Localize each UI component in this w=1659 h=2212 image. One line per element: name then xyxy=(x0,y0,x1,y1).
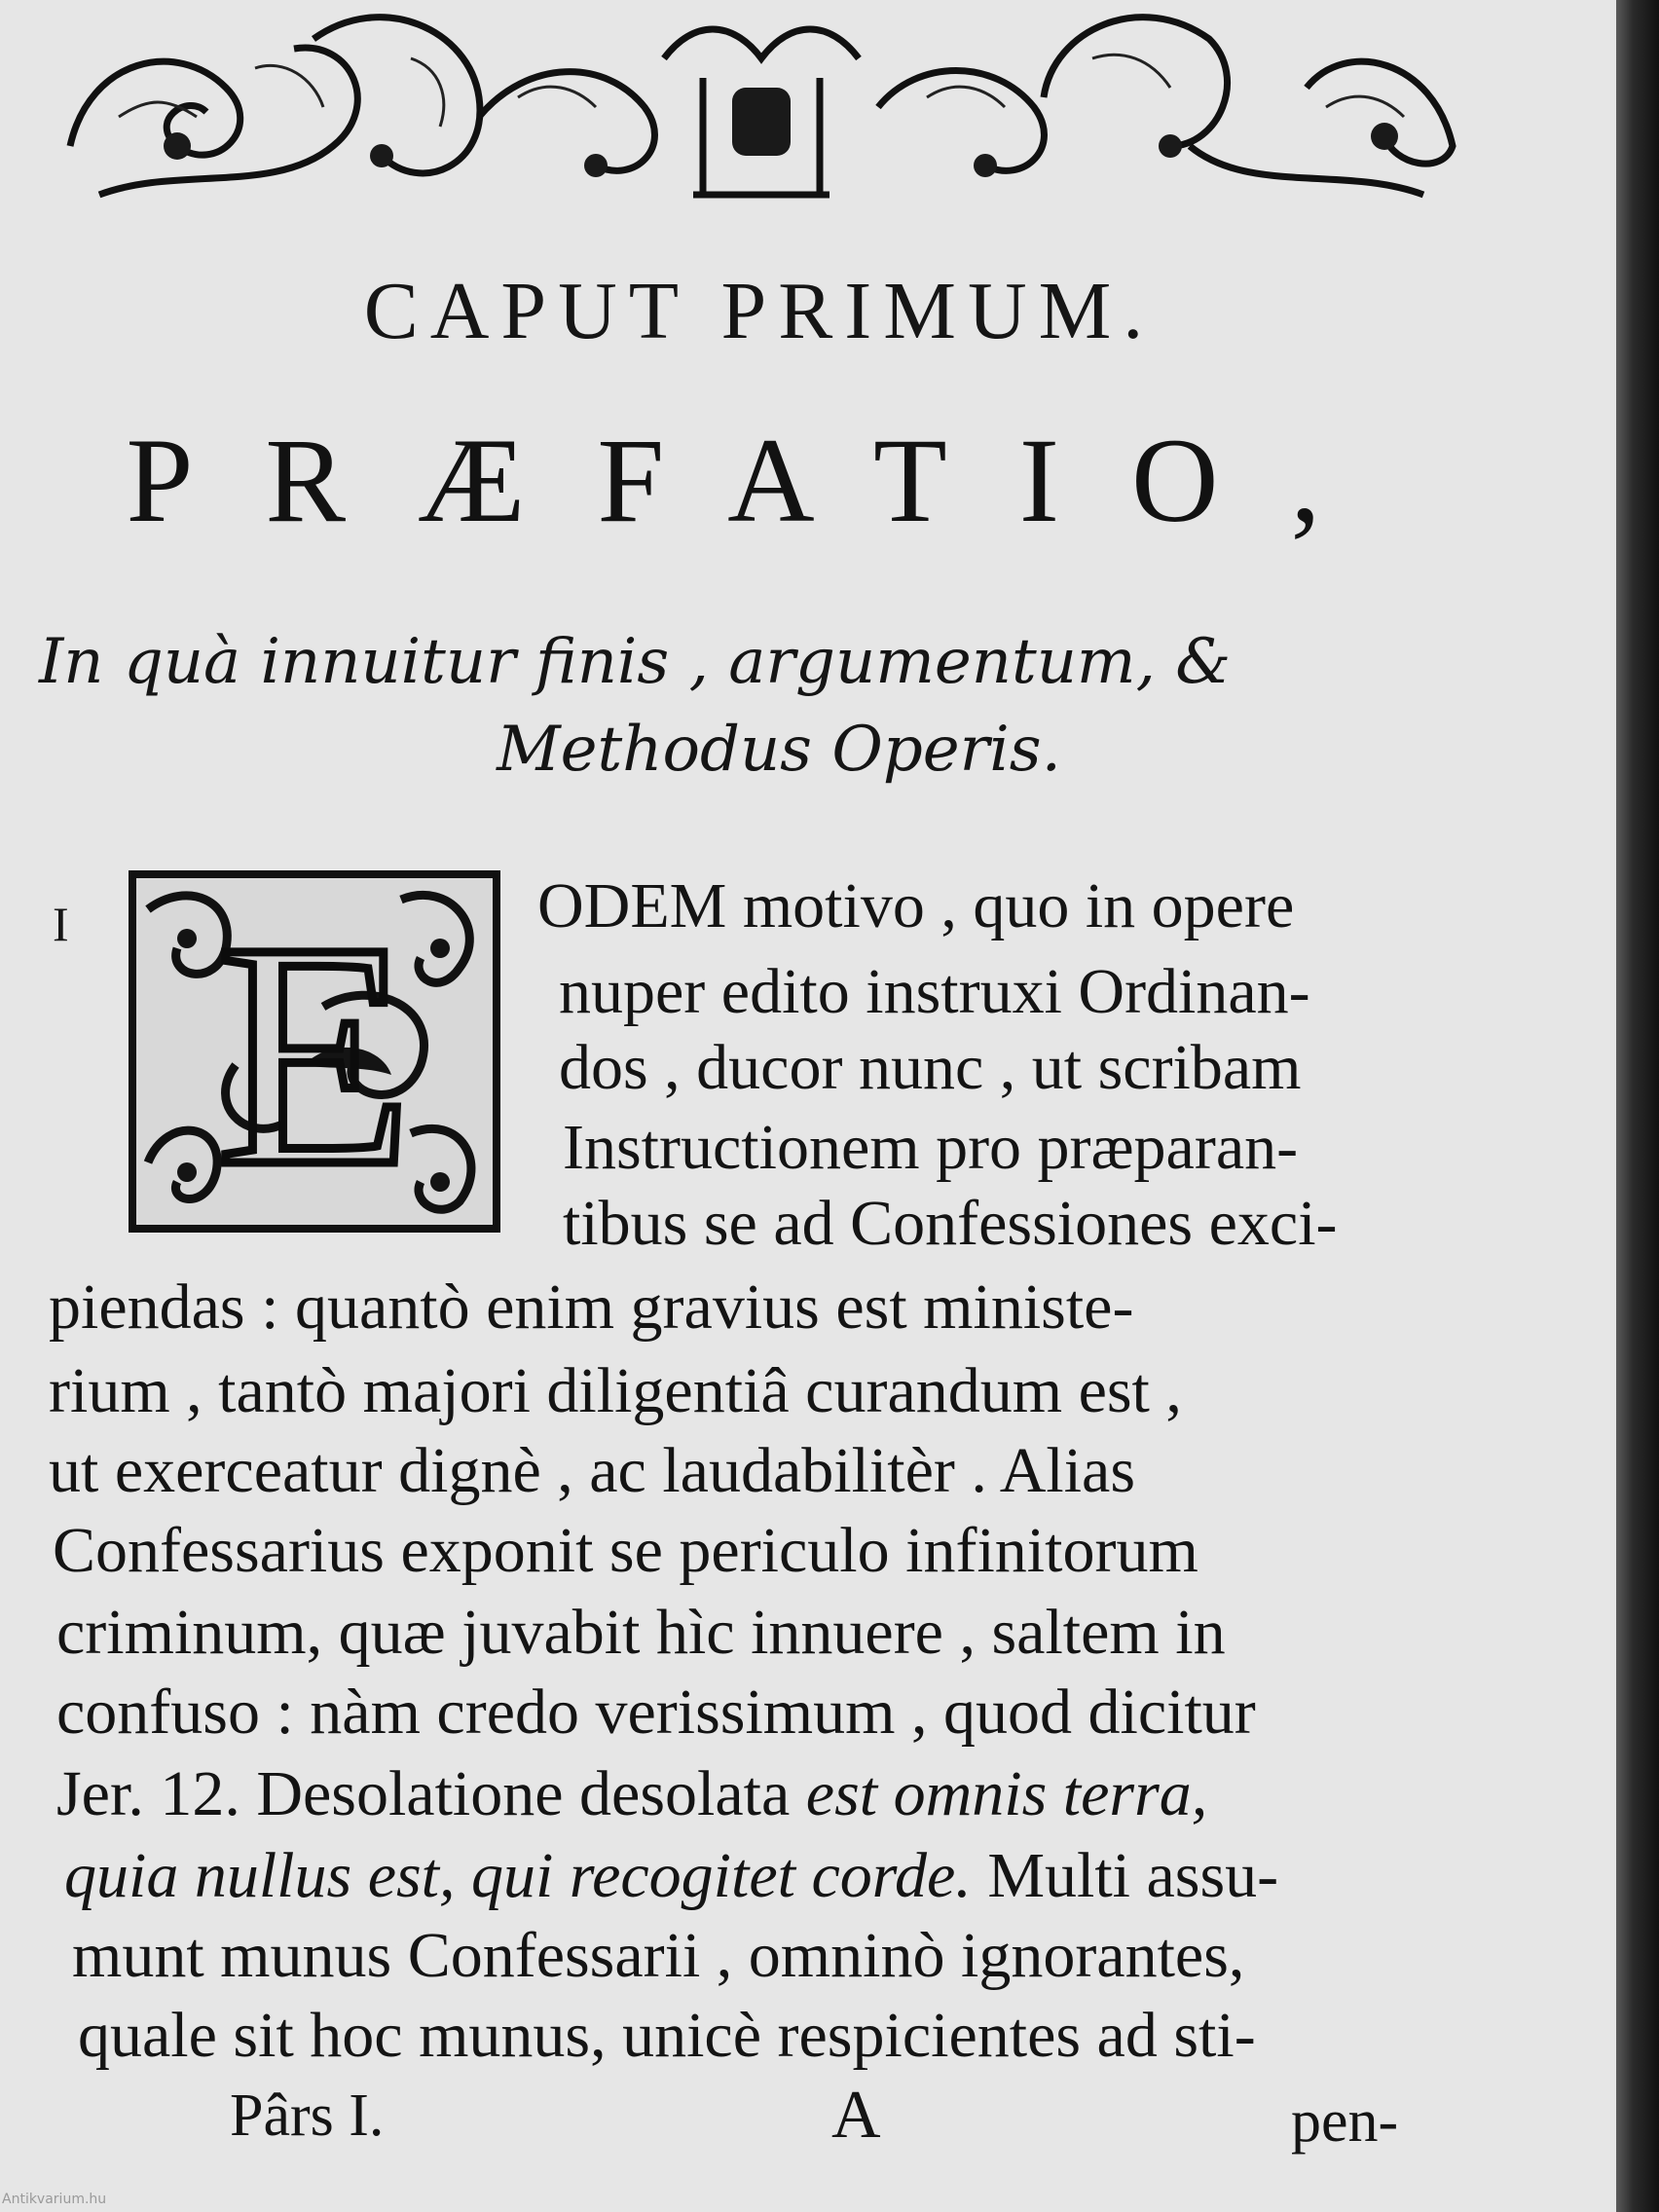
text-line: nuper edito instruxi Ordinan- xyxy=(559,956,1310,1027)
signature-mark: A xyxy=(831,2078,881,2153)
text-italic: quia nullus est, qui recogitet corde. xyxy=(64,1840,972,1911)
text-line: munt munus Confessarii , omninò ignorantes, xyxy=(72,1920,1245,1991)
text-line: dos , ducor nunc , ut scribam xyxy=(559,1032,1302,1103)
text-line: ODEM motivo , quo in opere xyxy=(537,870,1295,941)
text-line: criminum, quæ juvabit hìc innuere , saltem in xyxy=(56,1597,1226,1668)
ornamental-headpiece xyxy=(60,0,1462,222)
text-roman: Jer. 12. Desolatione desolata xyxy=(56,1758,791,1829)
page-edge-shadow xyxy=(1616,0,1659,2212)
text-line: Confessarius exponit se periculo infinitorum xyxy=(53,1515,1198,1586)
text-line: tibus se ad Confessiones exci- xyxy=(563,1188,1338,1259)
subtitle-line-2: Methodus Operis. xyxy=(497,714,1061,786)
initial-letter: E xyxy=(216,877,413,1233)
text-line-with-italic xyxy=(64,1840,1279,1911)
text-italic: est omnis terra, xyxy=(805,1758,1208,1829)
chapter-title: CAPUT PRIMUM. xyxy=(363,266,1156,356)
text-line: rium , tantò majori diligentiâ curandum est , xyxy=(49,1355,1182,1426)
text-line: piendas : quantò enim gravius est ministe- xyxy=(49,1272,1134,1343)
paragraph-number: I xyxy=(53,897,69,951)
decorated-initial xyxy=(129,870,500,1233)
text-line: quale sit hoc munus, unicè respicientes ad sti- xyxy=(78,2000,1256,2071)
watermark: Antikvarium.hu xyxy=(2,2192,107,2207)
subtitle-line-1: In quà innuitur finis , argumentum, & xyxy=(39,626,1232,698)
text-line-with-italic xyxy=(56,1758,1208,1829)
section-title: PRÆFATIO, xyxy=(126,414,1393,547)
text-line: ut exerceatur dignè , ac laudabilitèr . Alias xyxy=(49,1435,1136,1506)
text-roman: Multi assu- xyxy=(971,1840,1279,1911)
text-line: confuso : nàm credo verissimum , quod dicitur xyxy=(56,1677,1256,1748)
catchword: pen- xyxy=(1291,2088,1399,2155)
text-line: Instructionem pro præparan- xyxy=(563,1112,1299,1183)
signature-label: Pârs I. xyxy=(230,2083,385,2149)
